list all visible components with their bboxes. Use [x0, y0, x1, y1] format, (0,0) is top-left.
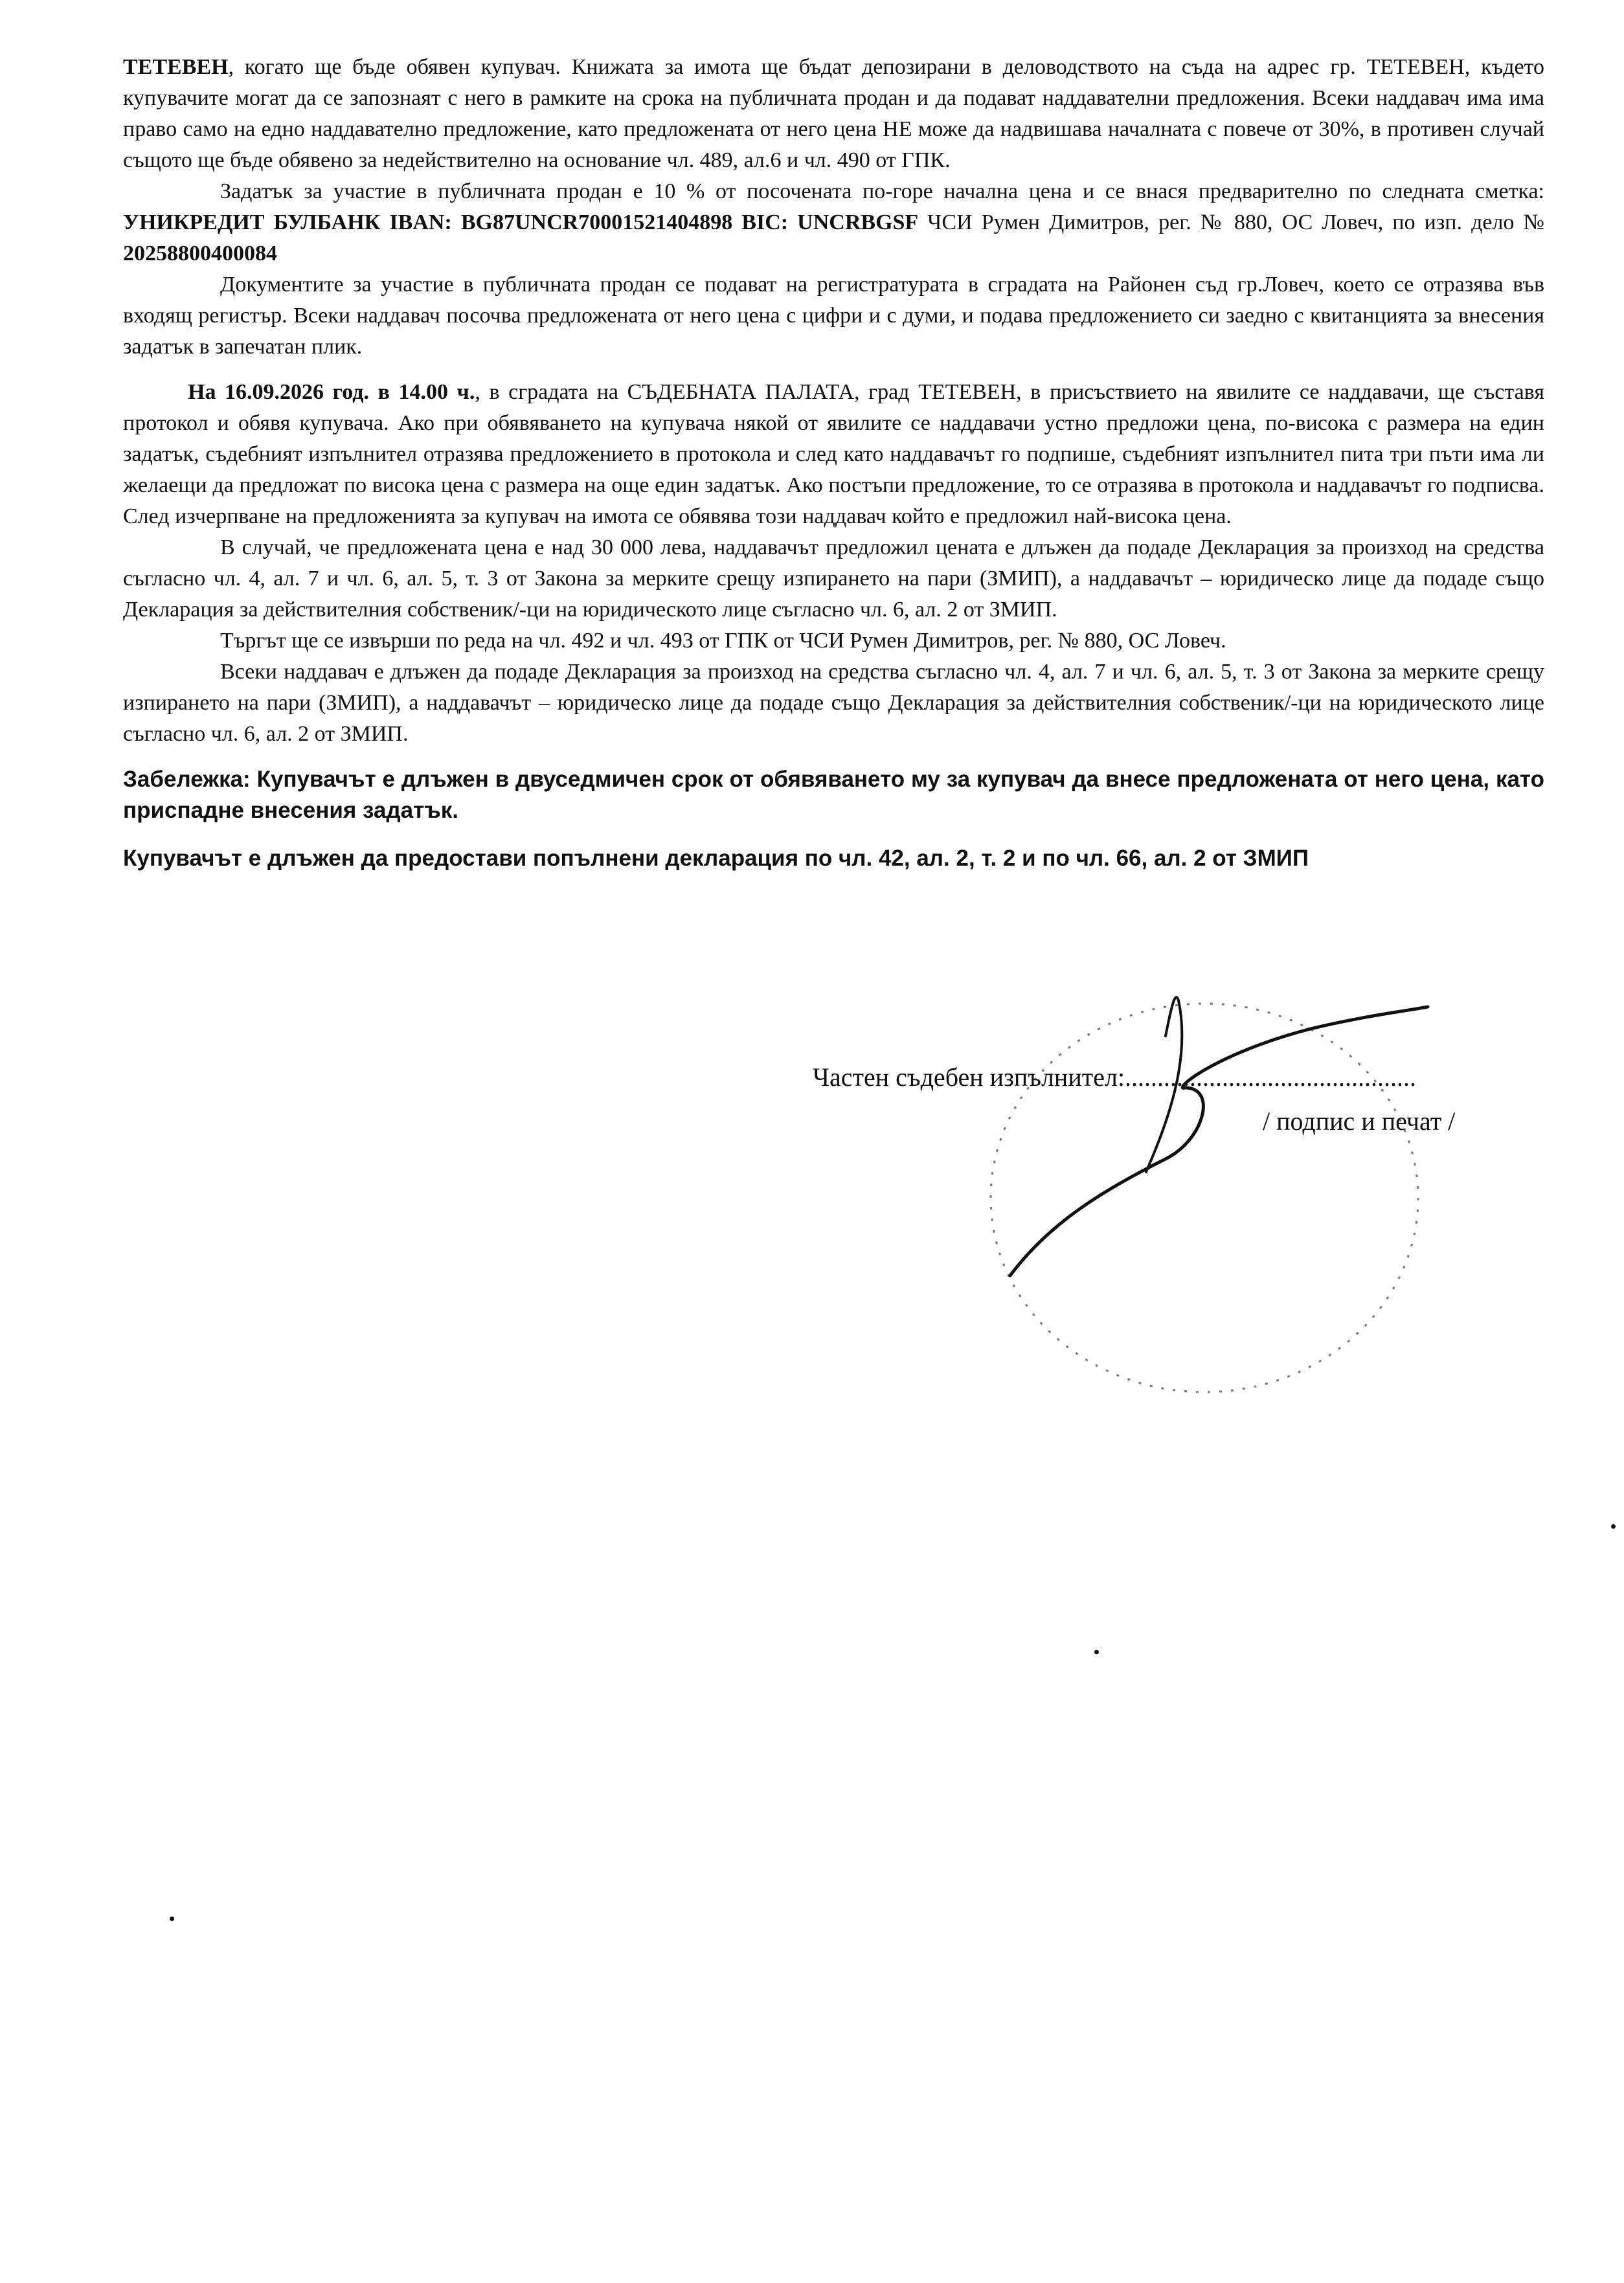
paragraph-bidder-declaration: Всеки наддавач е длъжен да подаде Декларация за произход на средства съгласно чл. 4, ал. 7 и чл. 6, ал. 5, т. 3 от Закона за мерките срещу изпирането на пари (ЗМИП), а наддавачът – юридическо лице да подаде също Декларация за действителния собственик/-ци на юридическото лице съгласно чл. 6, ал. 2 от ЗМИП. — [123, 660, 1544, 746]
paragraph-auction-date: На 16.09.2026 год. в 14.00 ч., в сградата на СЪДЕБНАТА ПАЛАТА, град ТЕТЕВЕН, в присъствието на явилите се наддавачи, ще съставя протокол и обявя купувача. Ако при обявяването на купувача някой от явилите се наддавачи устно предложи цена, по-висока с размера на един задатък, съдебният изпълнител отразява предложението в протокола и след като наддавачът го подпише, съдебният изпълнител пита три пъти има ли желаещи да предложат по висока цена с размера на още един задатък. Ако постъпи предложение, то се отразява в протокола и наддавачът го подписва. След изчерпване на предложенията за купувач на имота се обявява този наддавач който е предложил най-висока цена. — [123, 380, 1544, 528]
handwritten-signature — [1010, 1007, 1428, 1276]
stamp-and-signature — [971, 978, 1502, 1418]
paragraph-procedure: Търгът ще се извърши по реда на чл. 492 и чл. 493 от ГПК от ЧСИ Румен Димитров, рег. № 880, ОС Ловеч. — [220, 629, 1226, 653]
paragraph-1: ТЕТЕВЕН, когато ще бъде обявен купувач. Книжата за имота ще бъдат депозирани в деловодството на съда на адрес гр. ТЕТЕВЕН, където купувачите могат да се запознаят с него в рамките на срока на публичната продан и да подават наддавателни предложения. Всеки наддавач има има право само на едно наддавателно предложение, като предложената от него цена НЕ може да надвишава началната с повече от 30%, в противен случай същото ще бъде обявено за недействително на основание чл. 489, ал.6 и чл. 490 от ГПК. — [123, 55, 1544, 172]
signature-line: Частен съдебен изпълнител:............................................. — [813, 1063, 1417, 1092]
case-number: 20258800400084 — [123, 242, 277, 265]
scan-speck — [1611, 1524, 1616, 1529]
paragraph-deposit: Задатък за участие в публичната продан е 10 % от посочената по-горе начална цена и се внася предварително по следната сметка: УНИКРЕДИТ БУЛБАНК IBAN: BG87UNCR70001521404898 BIC: UNCRBGSF ЧСИ Румен Димитров, рег. № 880, ОС Ловеч, по изп. дело № 20258800400084 — [123, 179, 1544, 265]
scan-speck — [170, 1917, 174, 1921]
paragraph-declaration: В случай, че предложената цена е над 30 000 лева, наддавачът предложил цената е длъжен да подаде Декларация за произход на средства съгласно чл. 4, ал. 7 и чл. 6, ал. 5, т. 3 от Закона за мерките срещу изпирането на пари (ЗМИП), а наддавачът – юридическо лице да подаде също Декларация за действителния собственик/-ци на юридическото лице съгласно чл. 6, ал. 2 от ЗМИП. — [123, 535, 1544, 622]
town-name: ТЕТЕВЕН — [123, 55, 229, 79]
note-paragraph: Забележка: Купувачът е длъжен в двуседмичен срок от обявяването му за купувач да внесе предложената от него цена, като приспадне внесения задатък. — [123, 767, 1544, 823]
auction-date: На 16.09.2026 год. в 14.00 ч. — [188, 380, 475, 404]
document-body — [123, 52, 1544, 874]
note-declarations: Купувачът е длъжен да предостави попълнени декларация по чл. 42, ал. 2, т. 2 и по чл. 66, ал. 2 от ЗМИП — [123, 846, 1309, 871]
paragraph-documents: Документите за участие в публичната продан се подават на регистратурата в сградата на Районен съд гр.Ловеч, което се отразява във входящ регистър. Всеки наддавач посочва предложената от него цена с цифри и с думи, и подава предложението си заедно с квитанцията за внесения задатък в запечатан плик. — [123, 273, 1544, 359]
signature-caption: / подпис и печат / — [1263, 1107, 1456, 1136]
bank-account: УНИКРЕДИТ БУЛБАНК IBAN: BG87UNCR70001521404898 BIC: UNCRBGSF — [123, 210, 919, 234]
scan-speck — [1094, 1650, 1099, 1654]
